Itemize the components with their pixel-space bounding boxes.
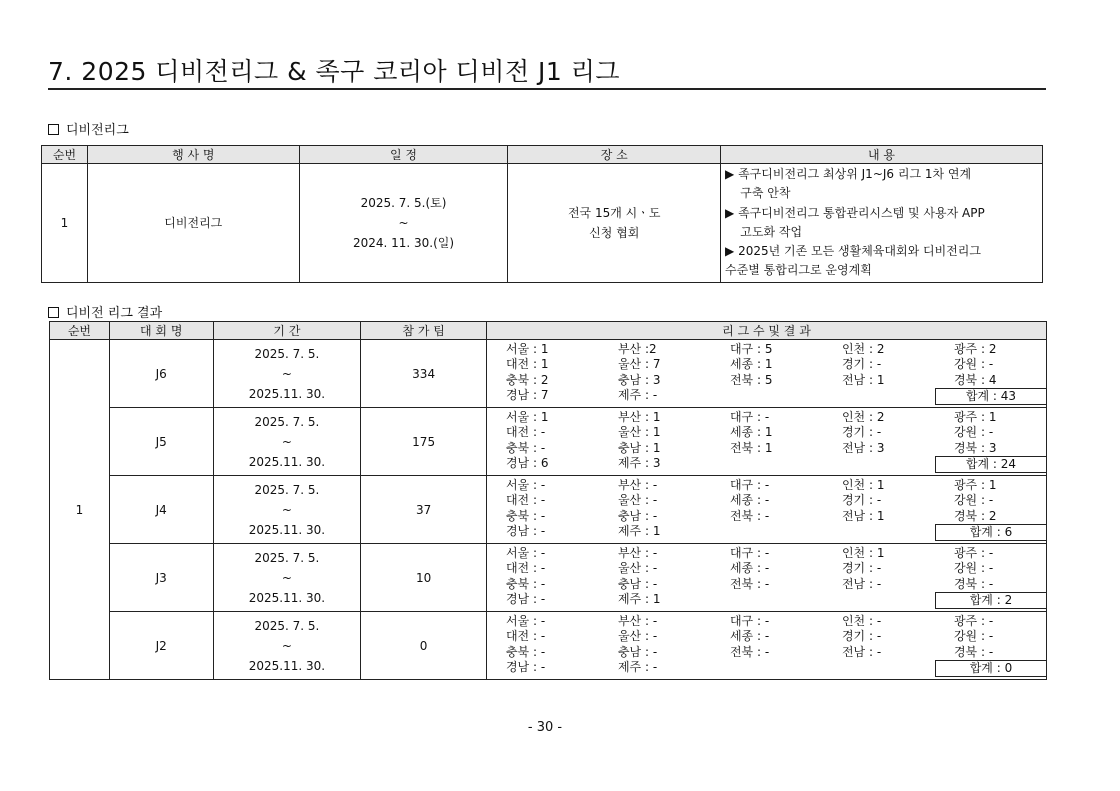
region-count: 경남 : - <box>505 523 546 538</box>
schedule-start: 2025. 7. 5.(토) <box>360 195 447 210</box>
results-table <box>49 321 1047 680</box>
region-count: 제주 : 3 <box>617 455 661 470</box>
region-count: 서울 : 1 <box>505 341 549 356</box>
league-name: J5 <box>109 408 213 476</box>
league-results <box>486 544 1046 612</box>
league-period <box>213 408 361 476</box>
region-count: 대전 : 1 <box>505 357 549 372</box>
period-end: 2025.11. 30. <box>248 454 326 469</box>
league-period <box>213 544 361 612</box>
league-teams: 10 <box>361 544 487 612</box>
page-title: 7. 2025 디비전리그 & 족구 코리아 디비전 J1 리그 <box>48 56 1046 90</box>
region-count: 경기 : - <box>841 357 882 372</box>
header-event-name: 행 사 명 <box>87 146 299 164</box>
league-results <box>486 340 1046 408</box>
schedule-end: 2024. 11. 30.(일) <box>352 235 455 250</box>
event-table-header <box>42 146 1043 164</box>
region-count: 울산 : - <box>617 493 658 508</box>
period-start: 2025. 7. 5. <box>254 618 320 633</box>
event-place <box>508 164 721 283</box>
header-no: 순번 <box>50 322 110 340</box>
region-count: 제주 : - <box>617 387 658 402</box>
region-count: 대구 : - <box>729 409 770 424</box>
region-count: 강원 : - <box>953 425 994 440</box>
region-count: 울산 : 1 <box>617 425 661 440</box>
region-count: 인천 : 1 <box>841 545 885 560</box>
checkbox-square-icon <box>48 307 59 318</box>
event-row <box>42 164 1043 283</box>
region-count: 충북 : - <box>505 576 546 591</box>
region-count: 서울 : 1 <box>505 409 549 424</box>
region-count: 대구 : 5 <box>729 341 773 356</box>
region-count: 충남 : - <box>617 576 658 591</box>
header-teams: 참 가 팀 <box>361 322 487 340</box>
league-total: 합계 : 6 <box>935 524 1046 541</box>
region-count: 충남 : 1 <box>617 440 661 455</box>
header-schedule: 일 정 <box>299 146 508 164</box>
region-count: 서울 : - <box>505 477 546 492</box>
region-count: 대전 : - <box>505 425 546 440</box>
event-schedule <box>299 164 508 283</box>
region-count: 부산 : - <box>617 477 658 492</box>
period-start: 2025. 7. 5. <box>254 346 320 361</box>
region-count: 광주 : 2 <box>953 341 997 356</box>
region-count: 대전 : - <box>505 493 546 508</box>
period-start: 2025. 7. 5. <box>254 414 320 429</box>
region-count: 제주 : 1 <box>617 591 661 606</box>
league-results <box>486 612 1046 680</box>
header-place: 장 소 <box>508 146 721 164</box>
header-league-name: 대 회 명 <box>109 322 213 340</box>
region-count: 인천 : 2 <box>841 341 885 356</box>
region-count: 서울 : - <box>505 545 546 560</box>
section-heading-results <box>48 302 162 321</box>
region-count: 경기 : - <box>841 629 882 644</box>
region-count: 충북 : 2 <box>505 372 549 387</box>
section-label: 디비전 리그 결과 <box>66 306 163 321</box>
region-count: 충북 : - <box>505 644 546 659</box>
region-count: 경남 : 7 <box>505 387 549 402</box>
league-results <box>486 408 1046 476</box>
period-end: 2025.11. 30. <box>248 522 326 537</box>
results-table-header <box>50 322 1047 340</box>
header-no: 순번 <box>42 146 88 164</box>
page-number: - 30 - <box>527 720 563 735</box>
period-end: 2025.11. 30. <box>248 386 326 401</box>
region-count: 인천 : 2 <box>841 409 885 424</box>
header-content: 내 용 <box>721 146 1043 164</box>
league-teams: 175 <box>361 408 487 476</box>
region-count: 충남 : - <box>617 644 658 659</box>
league-row <box>50 408 1047 476</box>
league-row <box>50 476 1047 544</box>
region-count: 경북 : 2 <box>953 508 997 523</box>
region-count: 전남 : 1 <box>841 508 885 523</box>
region-count: 전북 : 5 <box>729 372 773 387</box>
region-count: 세종 : 1 <box>729 357 773 372</box>
region-count: 전북 : 1 <box>729 440 773 455</box>
region-count: 부산 : - <box>617 613 658 628</box>
league-row <box>50 544 1047 612</box>
content-line: 고도화 작업 <box>725 224 803 239</box>
content-line: ▶ 족구디비전리그 최상위 J1~J6 리그 1차 연계 <box>725 167 972 181</box>
region-count: 울산 : 7 <box>617 357 661 372</box>
header-period: 기 간 <box>213 322 361 340</box>
event-no: 1 <box>42 164 88 283</box>
league-teams: 334 <box>361 340 487 408</box>
league-period <box>213 612 361 680</box>
region-count: 세종 : - <box>729 629 770 644</box>
section-label: 디비전리그 <box>66 123 129 138</box>
region-count: 제주 : - <box>617 659 658 674</box>
event-table <box>41 145 1043 283</box>
results-body <box>50 340 1047 680</box>
region-count: 세종 : - <box>729 493 770 508</box>
content-line: ▶ 2025년 기존 모든 생활체육대회와 디비전리그 <box>725 244 981 259</box>
region-count: 경북 : - <box>953 576 994 591</box>
region-count: 대구 : - <box>729 613 770 628</box>
event-name: 디비전리그 <box>87 164 299 283</box>
region-count: 전북 : - <box>729 508 770 523</box>
region-count: 경북 : - <box>953 644 994 659</box>
league-total: 합계 : 0 <box>935 660 1046 677</box>
region-count: 세종 : - <box>729 561 770 576</box>
region-count: 대전 : - <box>505 629 546 644</box>
period-sep: ~ <box>281 638 292 653</box>
region-count: 강원 : - <box>953 561 994 576</box>
region-count: 전남 : - <box>841 644 882 659</box>
region-count: 강원 : - <box>953 629 994 644</box>
league-row <box>50 612 1047 680</box>
region-count: 경북 : 4 <box>953 372 997 387</box>
region-count: 전남 : 3 <box>841 440 885 455</box>
checkbox-square-icon <box>48 124 59 135</box>
region-count: 세종 : 1 <box>729 425 773 440</box>
period-start: 2025. 7. 5. <box>254 482 320 497</box>
league-period <box>213 340 361 408</box>
region-count: 대전 : - <box>505 561 546 576</box>
region-count: 대구 : - <box>729 477 770 492</box>
region-count: 전북 : - <box>729 644 770 659</box>
region-count: 울산 : - <box>617 561 658 576</box>
league-period <box>213 476 361 544</box>
region-count: 부산 : - <box>617 545 658 560</box>
region-count: 전남 : 1 <box>841 372 885 387</box>
results-no: 1 <box>50 340 110 680</box>
region-count: 강원 : - <box>953 493 994 508</box>
region-count: 광주 : 1 <box>953 409 997 424</box>
period-sep: ~ <box>281 434 292 449</box>
league-teams: 0 <box>361 612 487 680</box>
region-count: 광주 : 1 <box>953 477 997 492</box>
region-count: 인천 : - <box>841 613 882 628</box>
region-count: 울산 : - <box>617 629 658 644</box>
period-end: 2025.11. 30. <box>248 590 326 605</box>
league-teams: 37 <box>361 476 487 544</box>
league-results <box>486 476 1046 544</box>
region-count: 부산 :2 <box>617 341 657 356</box>
region-count: 경남 : 6 <box>505 455 549 470</box>
league-row <box>50 340 1047 408</box>
period-sep: ~ <box>281 570 292 585</box>
place-line-1: 전국 15개 시ㆍ도 <box>567 205 661 220</box>
region-count: 경기 : - <box>841 493 882 508</box>
region-count: 경기 : - <box>841 561 882 576</box>
region-count: 강원 : - <box>953 357 994 372</box>
region-count: 충북 : - <box>505 440 546 455</box>
region-count: 제주 : 1 <box>617 523 661 538</box>
region-count: 충북 : - <box>505 508 546 523</box>
header-results: 리 그 수 및 결 과 <box>486 322 1046 340</box>
schedule-sep: ~ <box>398 215 409 230</box>
league-name: J2 <box>109 612 213 680</box>
region-count: 서울 : - <box>505 613 546 628</box>
region-count: 광주 : - <box>953 613 994 628</box>
place-line-2: 신청 협회 <box>589 225 640 240</box>
league-name: J3 <box>109 544 213 612</box>
region-count: 대구 : - <box>729 545 770 560</box>
event-content <box>721 164 1043 283</box>
league-total: 합계 : 24 <box>935 456 1046 473</box>
period-sep: ~ <box>281 502 292 517</box>
region-count: 경북 : 3 <box>953 440 997 455</box>
league-name: J6 <box>109 340 213 408</box>
content-line: 수준별 통합리그로 운영계획 <box>725 263 872 278</box>
section-heading-division-league <box>48 119 129 138</box>
league-total: 합계 : 2 <box>935 592 1046 609</box>
region-count: 광주 : - <box>953 545 994 560</box>
region-count: 경기 : - <box>841 425 882 440</box>
league-total: 합계 : 43 <box>935 388 1046 405</box>
region-count: 충남 : 3 <box>617 372 661 387</box>
content-line: 구축 안착 <box>725 186 791 201</box>
region-count: 전남 : - <box>841 576 882 591</box>
region-count: 전북 : - <box>729 576 770 591</box>
period-start: 2025. 7. 5. <box>254 550 320 565</box>
league-name: J4 <box>109 476 213 544</box>
region-count: 부산 : 1 <box>617 409 661 424</box>
region-count: 충남 : - <box>617 508 658 523</box>
region-count: 인천 : 1 <box>841 477 885 492</box>
content-line: ▶ 족구디비전리그 통합관리시스템 및 사용자 APP <box>725 205 985 220</box>
period-sep: ~ <box>281 366 292 381</box>
period-end: 2025.11. 30. <box>248 658 326 673</box>
region-count: 경남 : - <box>505 591 546 606</box>
region-count: 경남 : - <box>505 659 546 674</box>
